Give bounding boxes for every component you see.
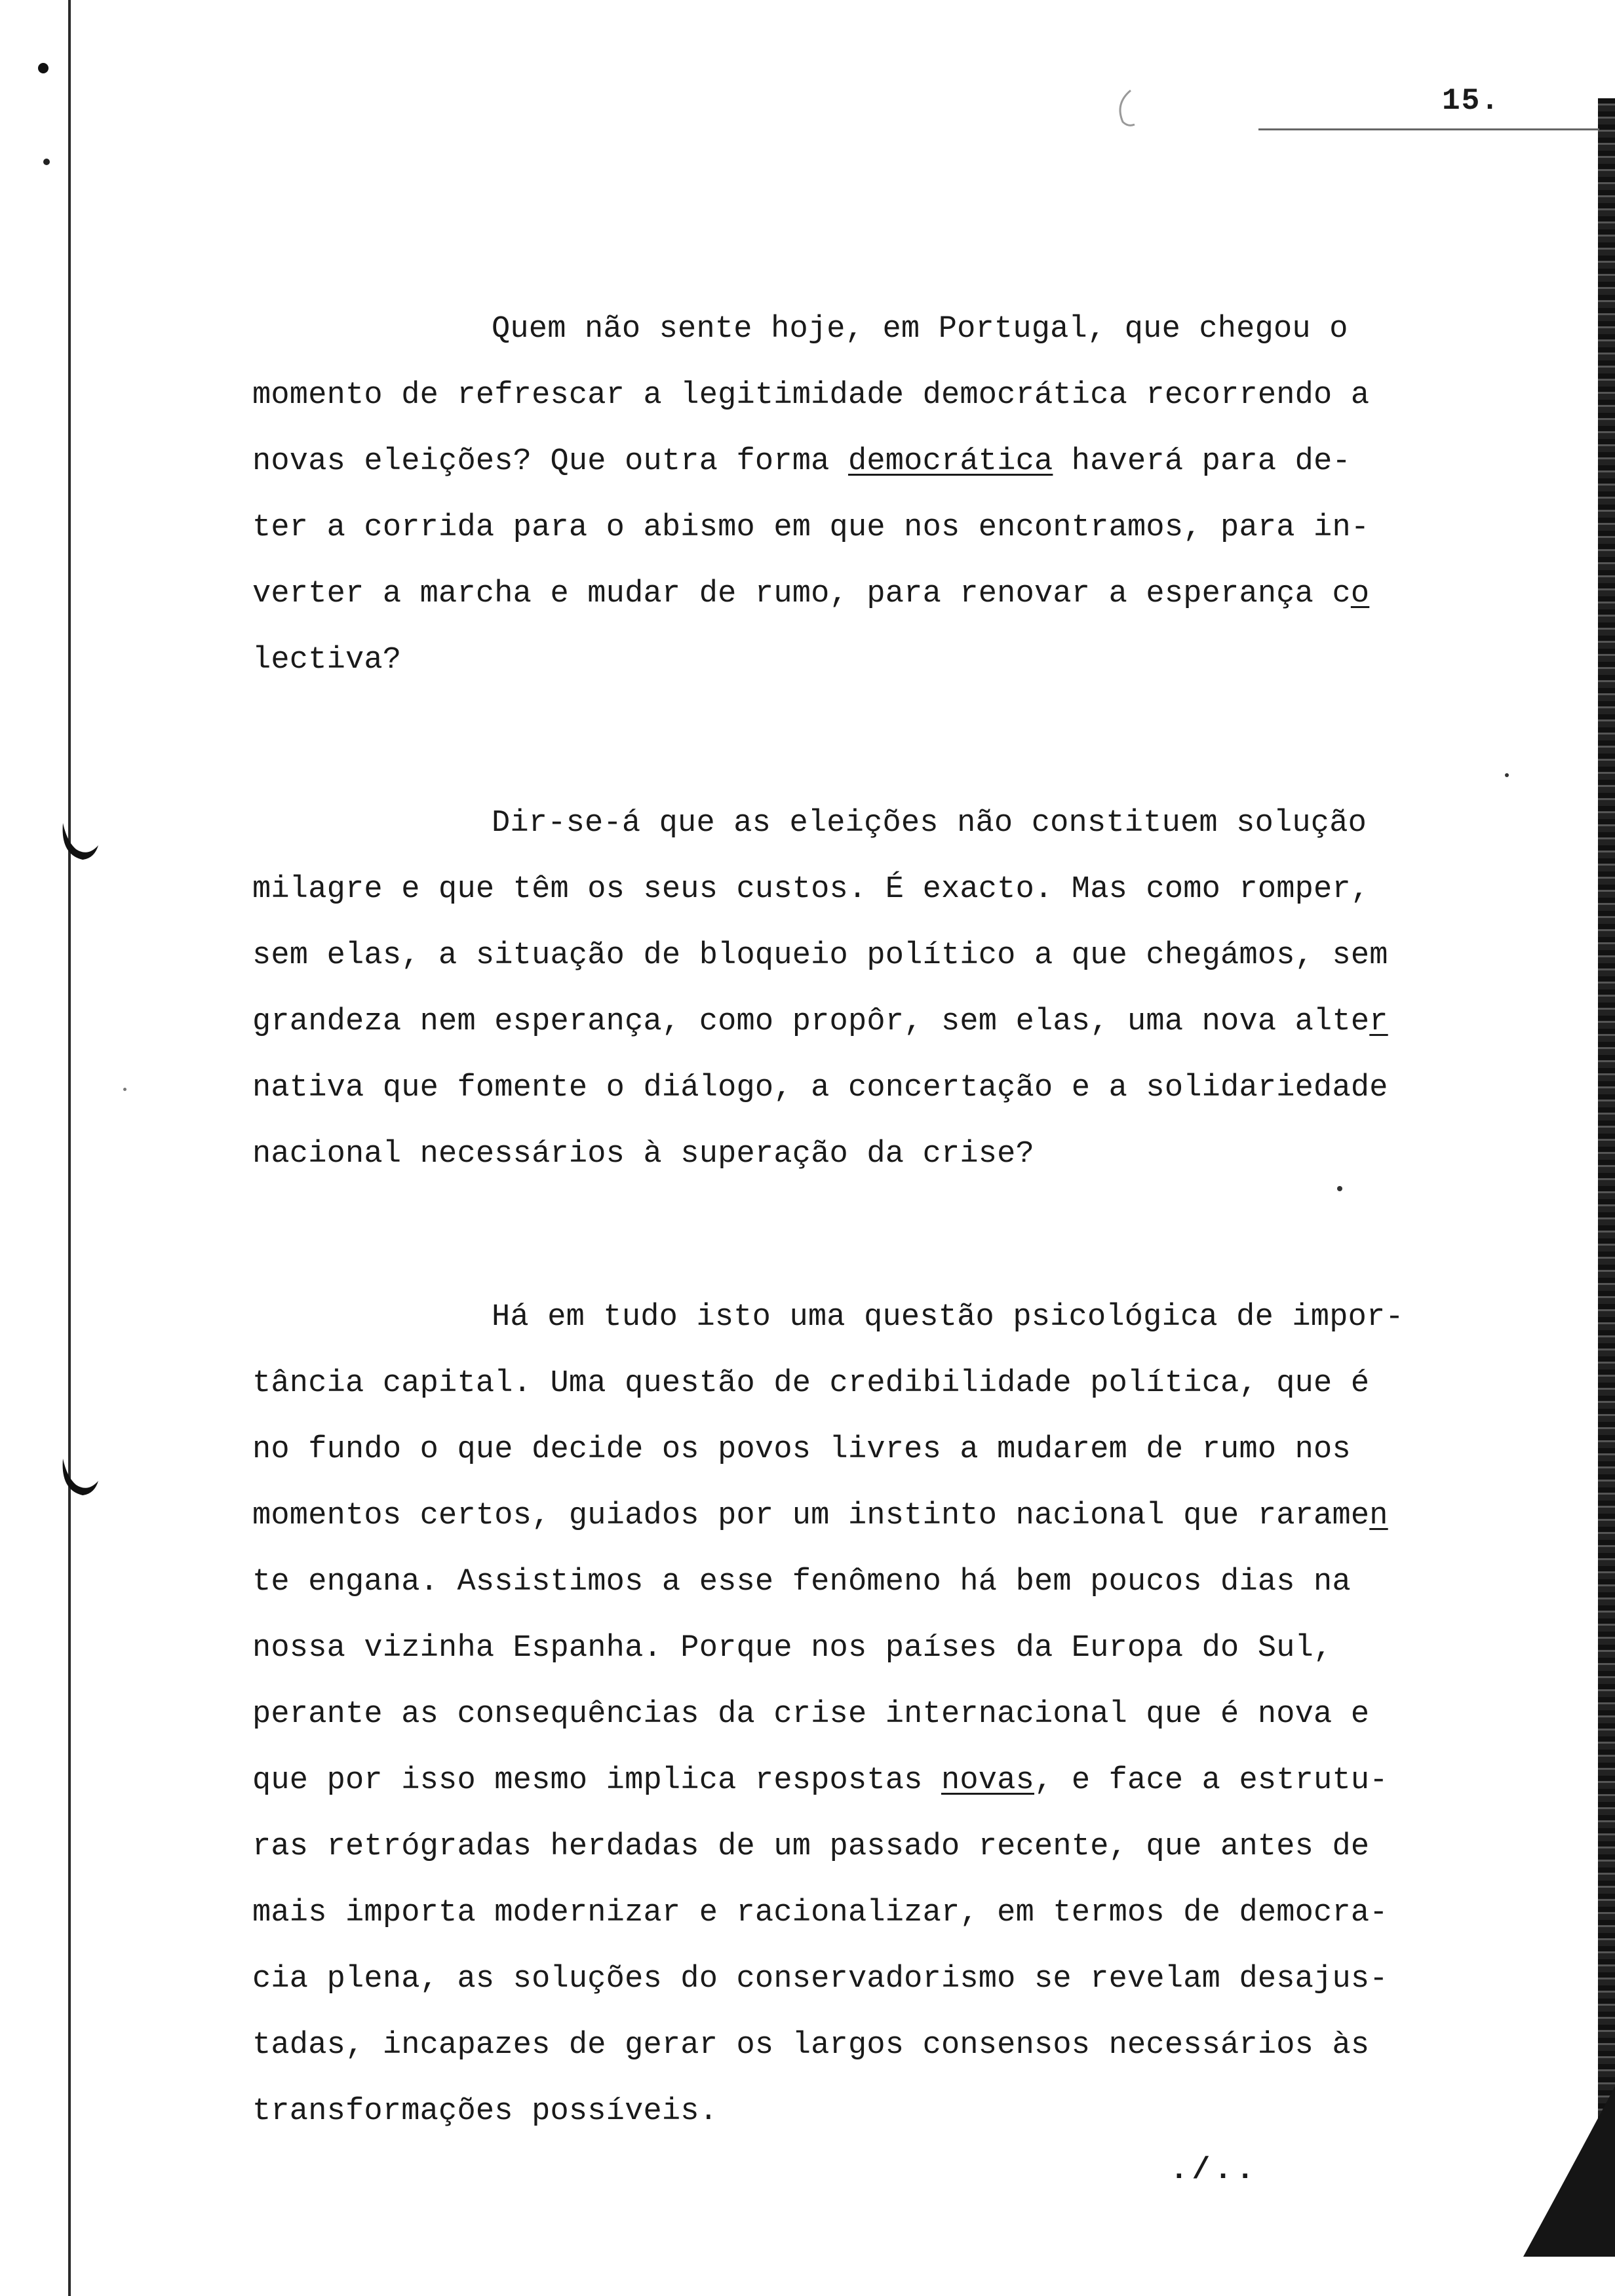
text-line: momentos certos, guiados por um instinto nacional que raramеn [252, 1499, 1388, 1533]
text-line: mais importa modernizar e racionalizar, em termos de democra- [252, 1896, 1388, 1930]
text-line: transformações possíveis. [252, 2094, 718, 2129]
underlined-letter: o [1350, 577, 1370, 611]
scan-right-edge [1598, 98, 1615, 2248]
text-line: que por isso mesmo implica respostas novas, e face a estrutu- [252, 1763, 1388, 1798]
text-line: no fundo o que decide os povos livres a mudarem de rumo nos [252, 1432, 1351, 1467]
paragraph-1 [252, 296, 1465, 693]
underlined-word: novas [941, 1763, 1035, 1798]
text-line: cia plena, as soluções do conservadorismo se revelam desajus- [252, 1962, 1388, 1997]
text-line: tadas, incapazes de gerar os largos consensos necessários às [252, 2028, 1370, 2063]
page-number: 15. [1442, 84, 1500, 118]
text-line: perante as consequências da crise internacional que é nova e [252, 1697, 1370, 1732]
text-line: grandeza nem esperança, como propôr, sem elas, uma nova alter [252, 1004, 1388, 1039]
punch-hole-mark [58, 819, 100, 869]
text-line: sem elas, a situação de bloqueio político a que chegámos, sem [252, 938, 1388, 973]
underlined-word: democrática [847, 444, 1053, 479]
text-line: ter a corrida para o abismo em que nos encontramos, para in- [252, 510, 1370, 545]
text-line: momento de refrescar a legitimidade democrática recorrendo a [252, 378, 1370, 413]
text-line: tância capital. Uma questão de credibilidade política, que é [252, 1366, 1370, 1401]
text-line: Dir-se-á que as eleições não constituem solução [492, 806, 1367, 841]
text-line: nativa que fomente o diálogo, a concertação e a solidariedade [252, 1071, 1388, 1105]
continuation-mark: ./.. [1170, 2153, 1258, 2187]
underlined-letter: n [1369, 1499, 1388, 1533]
header-rule [1258, 128, 1599, 130]
binding-margin-line [68, 0, 71, 2296]
margin-dot [38, 63, 49, 73]
paragraph-2 [252, 790, 1465, 1187]
paragraph-3 [252, 1284, 1465, 2145]
margin-speck [43, 159, 50, 165]
text-line: nacional necessários à superação da crise? [252, 1137, 1034, 1172]
underlined-letter: r [1369, 1004, 1388, 1039]
text-line: lectiva? [252, 643, 402, 678]
text-line: novas eleições? Que outra forma democrática haverá para de- [252, 444, 1351, 479]
margin-speck [123, 1088, 126, 1091]
text-line: nossa vizinha Espanha. Porque nos países da Europa do Sul, [252, 1631, 1333, 1666]
text-line: verter a marcha e mudar de rumo, para renovar a esperança co [252, 577, 1370, 611]
text-line: Quem não sente hoje, em Portugal, que chegou o [492, 312, 1348, 347]
text-line: te engana. Assistimos a esse fenômeno há bem poucos dias na [252, 1565, 1351, 1599]
text-line: Há em tudo isto uma questão psicológica de impor- [492, 1300, 1404, 1335]
text-line: ras retrógradas herdadas de um passado recente, que antes de [252, 1829, 1370, 1864]
text-line: milagre e que têm os seus custos. É exacto. Mas como romper, [252, 872, 1370, 907]
faint-hole-mark [1111, 85, 1144, 131]
punch-hole-mark [58, 1455, 100, 1504]
margin-speck [1505, 773, 1509, 777]
folded-corner-shadow [1517, 2086, 1615, 2257]
